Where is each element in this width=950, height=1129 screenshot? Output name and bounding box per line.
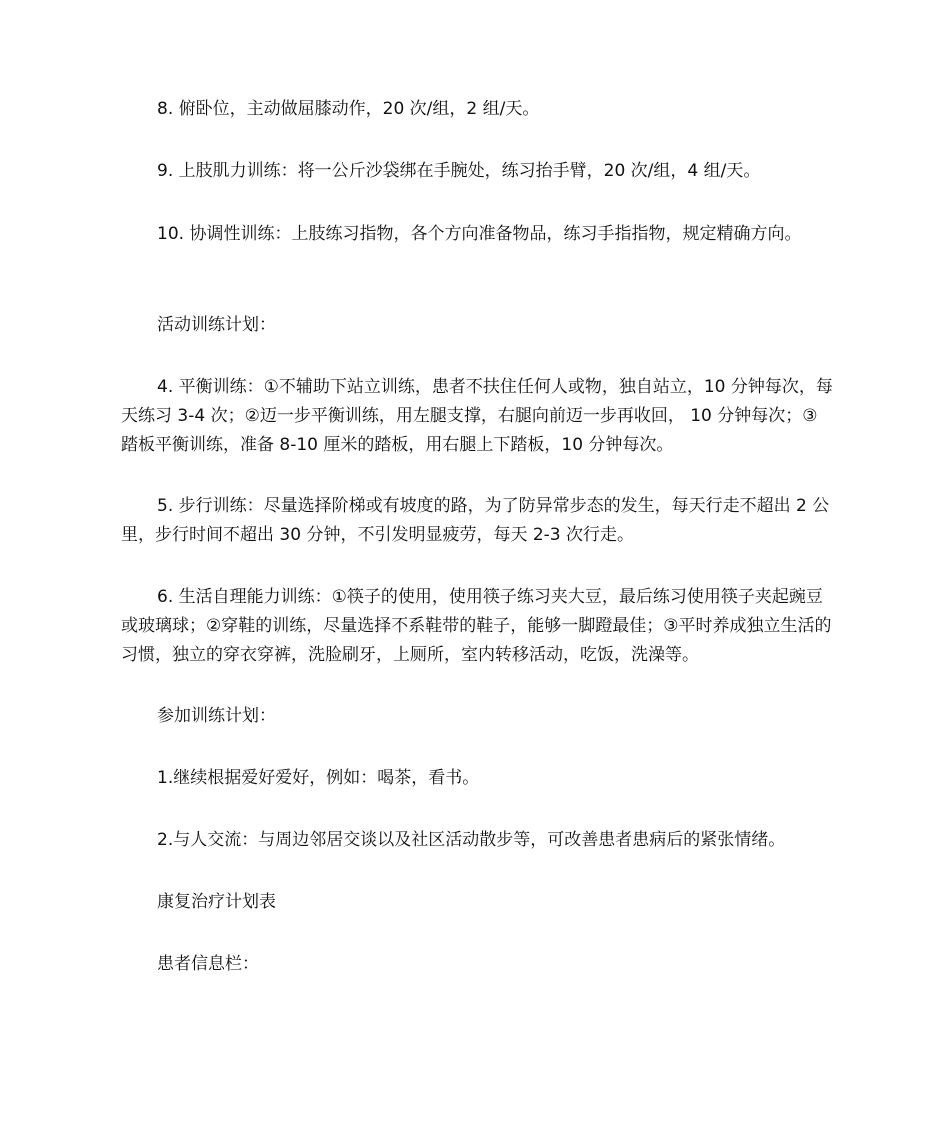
section-heading-rehab-table: 康复治疗计划表 — [157, 892, 276, 912]
paragraph-item-10: 10. 协调性训练：上肢练习指物，各个方向准备物品，练习手指指物，规定精确方向。 — [157, 224, 802, 244]
paragraph-self-care-training: 6. 生活自理能力训练：①筷子的使用，使用筷子练习夹大豆，最后练习使用筷子夹起豌豆或玻璃球；②穿鞋的训练，尽量选择不系鞋带的鞋子，能够一脚蹬最佳；③平时养成独立生活的习惯，独立的穿衣穿裤，洗脸刷牙，上厕所，室内转移活动，吃饭，洗澡等。 — [121, 587, 832, 665]
paragraph-walking-training: 5. 步行训练：尽量选择阶梯或有坡度的路，为了防异常步态的发生，每天行走不超出 2 公里，步行时间不超出 30 分钟，不引发明显疲劳，每天 2-3 次行走。 — [121, 496, 830, 545]
section-heading-participation-plan: 参加训练计划： — [157, 706, 276, 726]
paragraph-social-communication: 2.与人交流：与周边邻居交谈以及社区活动散步等，可改善患者患病后的紧张情绪。 — [157, 830, 786, 850]
section-heading-patient-info: 患者信息栏： — [157, 954, 259, 974]
paragraph-balance-training: 4. 平衡训练：①不辅助下站立训练，患者不扶住任何人或物，独自站立，10 分钟每次，每天练习 3-4 次；②迈一步平衡训练，用左腿支撑，右腿向前迈一步再收回， 10 分钟每次；③踏板平衡训练，准备 8-10 厘米的踏板，用右腿上下踏板，10 分钟每次。 — [121, 377, 833, 455]
paragraph-hobbies: 1.继续根据爱好爱好，例如：喝茶，看书。 — [157, 768, 480, 788]
paragraph-item-8: 8. 俯卧位，主动做屈膝动作，20 次/组，2 组/天。 — [157, 99, 540, 119]
paragraph-item-9: 9. 上肢肌力训练：将一公斤沙袋绑在手腕处，练习抬手臂，20 次/组，4 组/天。 — [157, 161, 761, 181]
section-heading-activity-plan: 活动训练计划： — [157, 315, 276, 335]
